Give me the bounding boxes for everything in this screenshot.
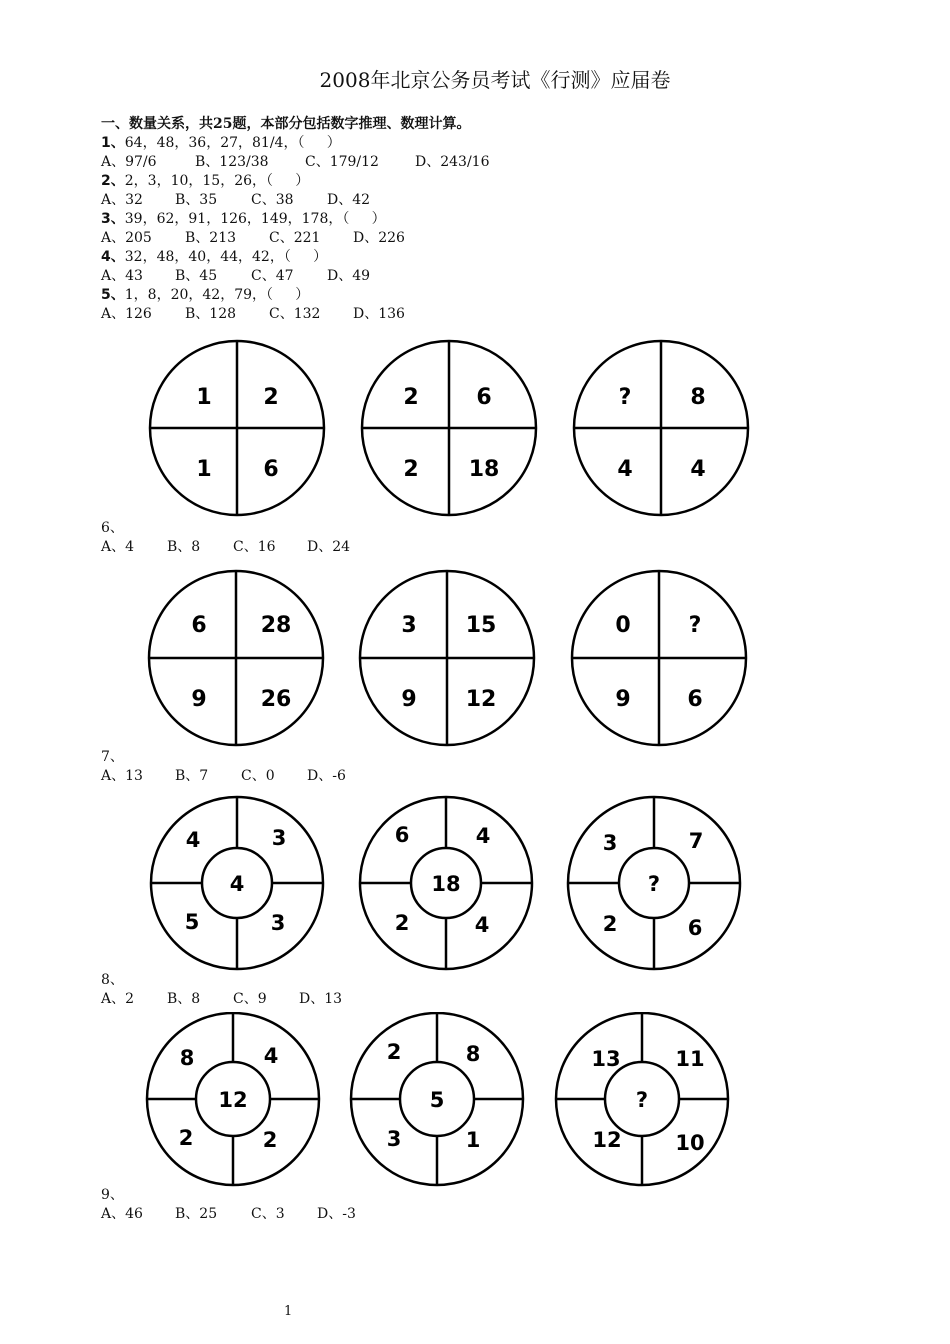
q9-circle-3: [556, 1013, 728, 1185]
cell-top-left: 3: [401, 613, 417, 638]
question-2: [101, 172, 309, 190]
options-2: [101, 191, 384, 209]
question-number: 1、: [101, 135, 125, 151]
option-d: D、49: [327, 268, 371, 284]
options-3: [101, 229, 419, 247]
option-c: C、221: [269, 230, 321, 246]
question-9: [101, 1186, 124, 1204]
cell-center: 4: [229, 872, 245, 896]
cell-top-left: 2: [403, 385, 419, 410]
q7-figure: [140, 566, 760, 756]
options-6: [101, 538, 364, 556]
q7-circle-2: [360, 571, 534, 745]
options-7: [101, 767, 360, 785]
option-a: A、126: [101, 306, 152, 322]
option-b: B、8: [167, 539, 201, 555]
cell-bottom-right: 4: [690, 457, 706, 482]
cell-center: 5: [429, 1088, 445, 1112]
question-6: [101, 519, 124, 537]
question-5: [101, 286, 309, 304]
question-number: 5、: [101, 287, 125, 303]
cell-bottom-left: 9: [191, 687, 207, 712]
cell-bottom-left: 9: [401, 687, 417, 712]
options-5: [101, 305, 419, 323]
question-8: [101, 971, 124, 989]
option-c: C、0: [241, 768, 275, 784]
q7-circle-1: [149, 571, 323, 745]
cell-bottom-right: 3: [270, 911, 286, 935]
option-d: D、13: [299, 991, 343, 1007]
option-b: B、45: [175, 268, 218, 284]
document-title: 2008年北京公务员考试《行测》应届卷: [319, 68, 671, 92]
option-a: A、46: [101, 1206, 143, 1222]
cell-top-right: 3: [271, 826, 287, 850]
cell-top-left: 3: [602, 831, 618, 855]
cell-top-left: 1: [196, 385, 212, 410]
q9-circle-1: [147, 1013, 319, 1185]
cell-bottom-right: 6: [263, 457, 279, 482]
option-c: C、16: [233, 539, 276, 555]
cell-bottom-right: 4: [474, 913, 490, 937]
question-stem: 2，3，10，15，26，（ ）: [124, 173, 310, 189]
option-a: A、13: [101, 768, 143, 784]
cell-top-right: 8: [690, 385, 706, 410]
option-a: A、205: [101, 230, 152, 246]
cell-bottom-left: 2: [602, 912, 618, 936]
q6-figure: [140, 336, 760, 526]
q6-circle-2: [362, 341, 536, 515]
options-9: [101, 1205, 370, 1223]
option-d: D、226: [353, 230, 405, 246]
options-4: [101, 267, 384, 285]
option-b: B、213: [185, 230, 237, 246]
options-1: [101, 153, 503, 171]
question-number: 9、: [101, 1187, 124, 1203]
option-c: C、9: [233, 991, 267, 1007]
cell-top-left: 6: [191, 613, 207, 638]
q8-circle-3: [568, 797, 740, 969]
cell-top-right: 28: [260, 613, 292, 638]
cell-bottom-right: 6: [687, 687, 703, 712]
q9-figure: [140, 1012, 760, 1192]
cell-top-right: 2: [263, 385, 279, 410]
cell-bottom-right: 10: [675, 1131, 705, 1155]
option-c: C、47: [251, 268, 294, 284]
option-b: B、7: [175, 768, 209, 784]
question-number: 6、: [101, 520, 124, 536]
option-c: C、132: [269, 306, 321, 322]
question-stem: 1，8，20，42，79，（ ）: [124, 287, 310, 303]
q6-circle-3: [574, 341, 748, 515]
cell-top-right: 6: [476, 385, 492, 410]
cell-bottom-left: 2: [394, 911, 410, 935]
cell-bottom-right: 1: [465, 1128, 481, 1152]
cell-bottom-left: 2: [403, 457, 419, 482]
cell-center: 12: [218, 1088, 248, 1112]
page-number: 1: [284, 1304, 293, 1319]
option-c: C、3: [251, 1206, 285, 1222]
q7-circle-3: [572, 571, 746, 745]
question-stem: 39，62，91，126，149，178，（ ）: [124, 211, 386, 227]
q9-circle-2: [351, 1013, 523, 1185]
option-b: B、123/38: [195, 154, 269, 170]
cell-top-right: ?: [688, 613, 702, 638]
question-4: [101, 248, 327, 266]
cell-bottom-left: 3: [386, 1127, 402, 1151]
option-a: A、97/6: [101, 154, 157, 170]
option-a: A、43: [101, 268, 143, 284]
question-stem: 32，48，40，44，42，（ ）: [124, 249, 328, 265]
option-a: A、2: [101, 991, 135, 1007]
cell-bottom-left: 1: [196, 457, 212, 482]
cell-top-left: 6: [394, 823, 410, 847]
q8-circle-2: [360, 797, 532, 969]
option-b: B、35: [175, 192, 218, 208]
cell-top-right: 8: [465, 1042, 481, 1066]
cell-bottom-right: 18: [468, 457, 500, 482]
option-c: C、38: [251, 192, 294, 208]
cell-top-left: 13: [591, 1047, 621, 1071]
option-d: D、42: [327, 192, 371, 208]
options-8: [101, 990, 356, 1008]
cell-top-left: 2: [386, 1040, 402, 1064]
q8-figure: [140, 794, 760, 974]
cell-bottom-right: 2: [262, 1128, 278, 1152]
cell-top-right: 4: [475, 824, 491, 848]
cell-bottom-left: 9: [615, 687, 631, 712]
option-d: D、243/16: [415, 154, 490, 170]
option-a: A、32: [101, 192, 143, 208]
cell-bottom-left: 2: [178, 1126, 194, 1150]
question-number: 4、: [101, 249, 125, 265]
section-header: 一、数量关系，共25题，本部分包括数字推理、数理计算。: [101, 116, 471, 132]
cell-top-left: 8: [179, 1046, 195, 1070]
option-a: A、4: [101, 539, 135, 555]
cell-bottom-left: 12: [592, 1128, 622, 1152]
cell-bottom-right: 6: [687, 916, 703, 940]
cell-bottom-right: 12: [465, 687, 497, 712]
q6-circle-1: [150, 341, 324, 515]
cell-top-left: ?: [618, 385, 632, 410]
cell-top-right: 15: [465, 613, 497, 638]
cell-bottom-right: 26: [260, 687, 292, 712]
question-number: 7、: [101, 749, 124, 765]
option-d: D、-6: [307, 768, 346, 784]
cell-center: 18: [431, 872, 461, 896]
question-7: [101, 748, 124, 766]
option-d: D、136: [353, 306, 405, 322]
option-d: D、24: [307, 539, 351, 555]
question-number: 3、: [101, 211, 125, 227]
cell-top-right: 4: [263, 1044, 279, 1068]
cell-center: ?: [647, 872, 661, 896]
cell-top-left: 4: [185, 828, 201, 852]
option-b: B、25: [175, 1206, 218, 1222]
option-d: D、-3: [317, 1206, 356, 1222]
option-c: C、179/12: [305, 154, 379, 170]
question-1: [101, 134, 341, 152]
cell-center: ?: [635, 1088, 649, 1112]
cell-top-right: 7: [688, 829, 704, 853]
cell-top-left: 0: [615, 613, 631, 638]
option-b: B、8: [167, 991, 201, 1007]
question-number: 8、: [101, 972, 124, 988]
cell-top-right: 11: [675, 1047, 705, 1071]
option-b: B、128: [185, 306, 237, 322]
question-stem: 64，48，36，27，81/4，（ ）: [124, 135, 341, 151]
q8-circle-1: [151, 797, 323, 969]
cell-bottom-left: 5: [184, 910, 200, 934]
question-3: [101, 210, 386, 228]
cell-bottom-left: 4: [617, 457, 633, 482]
question-number: 2、: [101, 173, 125, 189]
